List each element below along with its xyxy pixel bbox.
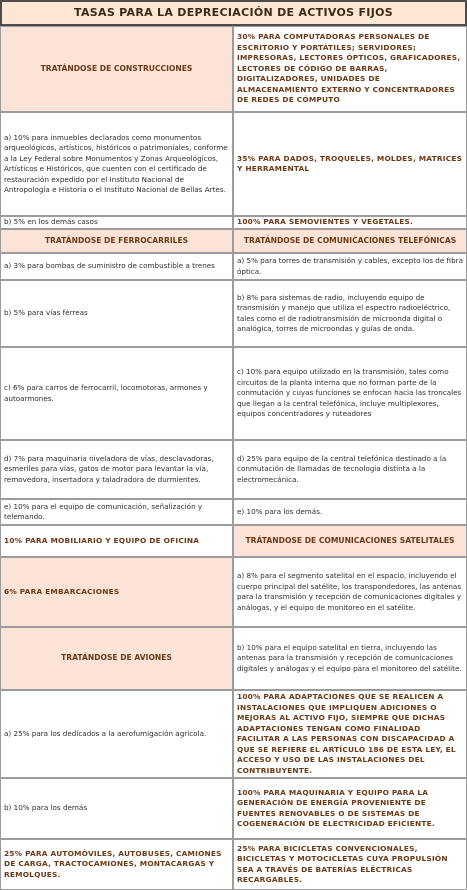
page-title: TASAS PARA LA DEPRECIACIÓN DE ACTIVOS FIJOS xyxy=(0,0,467,26)
ferrocarriles-item-e: e) 10% para el equipo de comunicación, señalización y telemando. xyxy=(0,499,233,525)
telefonicas-item-d: d) 25% para equipo de la central telefónica destinado a la conmutación de llamadas de tecnología distinta a la electromecánica. xyxy=(233,440,467,499)
telefonicas-item-e: e) 10% para los demás. xyxy=(233,499,467,525)
aviones-item-a: a) 25% para los dedicados a la aerofumigación agrícola. xyxy=(0,690,233,778)
rate-computo: 30% PARA COMPUTADORAS PERSONALES DE ESCRITORIO Y PORTÁTILES; SERVIDORES; IMPRESORAS, LECTORES ÓPTICOS, GRAFICADORES, LECTORES DE CÓDIGO DE BARRAS, DIGITALIZADORES, UNIDADES DE ALMACENAMIENTO EXTERNO Y CONCENTRADORES DE REDES DE CÓMPUTO xyxy=(233,26,467,112)
ferrocarriles-item-d: d) 7% para maquinaria niveladora de vías, desclavadoras, esmeriles para vías, gatos de motor para levantar la vía, removedora, insertadora y taladradora de durmientes. xyxy=(0,440,233,499)
rate-bicicletas: 25% PARA BICICLETAS CONVENCIONALES, BICICLETAS Y MOTOCICLETAS CUYA PROPULSIÓN SEA A TRAVÉS DE BATERÍAS ELÉCTRICAS RECARGABLES. xyxy=(233,839,467,890)
rate-dados: 35% PARA DADOS, TROQUELES, MOLDES, MATRICES Y HERRAMENTAL xyxy=(233,112,467,216)
rate-semovientes: 100% PARA SEMOVIENTES Y VEGETALES. xyxy=(233,216,467,229)
construcciones-item-a: a) 10% para inmuebles declarados como monumentos arqueológicos, artísticos, históricos o patrimoniales, conforme a la Ley Federal sobre Monumentos y Zonas Arqueológicos, Artísticos e Históricos, que cuenten con el certificado de restauración expedido por el Instituto Nacional de Antropología e Historia o el Instituto Nacional de Bellas Artes. xyxy=(0,112,233,216)
rate-mobiliario: 10% PARA MOBILIARIO Y EQUIPO DE OFICINA xyxy=(0,525,233,557)
header-aviones: TRATÁNDOSE DE AVIONES xyxy=(0,627,233,690)
header-telefonicas: TRATÁNDOSE DE COMUNICACIONES TELEFÓNICAS xyxy=(233,229,467,253)
rate-adaptaciones: 100% PARA ADAPTACIONES QUE SE REALICEN A INSTALACIONES QUE IMPLIQUEN ADICIONES O MEJORAS AL ACTIVO FIJO, SIEMPRE QUE DICHAS ADAPTACIONES TENGAN COMO FINALIDAD FACILITAR A LAS PERSONAS CON DISCAPACIDAD A QUE SE REFIERE EL ARTÍCULO 186 DE ESTA LEY, EL ACCESO Y USO DE LAS INSTALACIONES DEL CONTRIBUYENTE. xyxy=(233,690,467,778)
ferrocarriles-item-b: b) 5% para vías férreas xyxy=(0,280,233,347)
rate-automoviles: 25% PARA AUTOMÓVILES, AUTOBUSES, CAMIONES DE CARGA, TRACTOCAMIONES, MONTACARGAS Y REMOLQUES. xyxy=(0,839,233,890)
header-satelitales: TRÁTANDOSE DE COMUNICACIONES SATELITALES xyxy=(233,525,467,557)
rate-energia: 100% PARA MAQUINARIA Y EQUIPO PARA LA GENERACIÓN DE ENERGÍA PROVENIENTE DE FUENTES RENOVABLES O DE SISTEMAS DE COGENERACIÓN DE ELECTRICIDAD EFICIENTE. xyxy=(233,778,467,839)
ferrocarriles-item-c: c) 6% para carros de ferrocarril, locomotoras, armones y autoarmones. xyxy=(0,347,233,440)
ferrocarriles-item-a: a) 3% para bombas de suministro de combustible a trenes xyxy=(0,253,233,280)
rate-embarcaciones: 6% PARA EMBARCACIONES xyxy=(0,557,233,627)
satelitales-item-b: b) 10% para el equipo satelital en tierra, incluyendo las antenas para la transmisión y recepción de comunicaciones digitales y análogas y el equipo para el monitoreo del satélite. xyxy=(233,627,467,690)
telefonicas-item-b: b) 8% para sistemas de radio, incluyendo equipo de transmisión y manejo que utiliza el espectro radioeléctrico, tales como el de radiotransmisión de microonda digital o analógica, torres de microondas y guías de onda. xyxy=(233,280,467,347)
satelitales-item-a: a) 8% para el segmento satelital en el espacio, incluyendo el cuerpo principal del satélite, los transpondedores, las antenas para la transmisión y recepción de comunicaciones digitales y análogas, y el equipo de monitoreo en el satélite. xyxy=(233,557,467,627)
aviones-item-b: b) 10% para los demás xyxy=(0,778,233,839)
header-ferrocarriles: TRATÁNDOSE DE FERROCARRILES xyxy=(0,229,233,253)
telefonicas-item-a: a) 5% para torres de transmisión y cables, excepto los de fibra óptica. xyxy=(233,253,467,280)
header-construcciones: TRATÁNDOSE DE CONSTRUCCIONES xyxy=(0,26,233,112)
construcciones-item-b: b) 5% en los demás casos xyxy=(0,216,233,229)
telefonicas-item-c: c) 10% para equipo utilizado en la transmisión, tales como circuitos de la planta interna que no forman parte de la conmutación y cuyas funciones se enfocan hacia las troncales que llegan a la central telefónica, incluye multiplexores, equipos concentradores y ruteadores xyxy=(233,347,467,440)
